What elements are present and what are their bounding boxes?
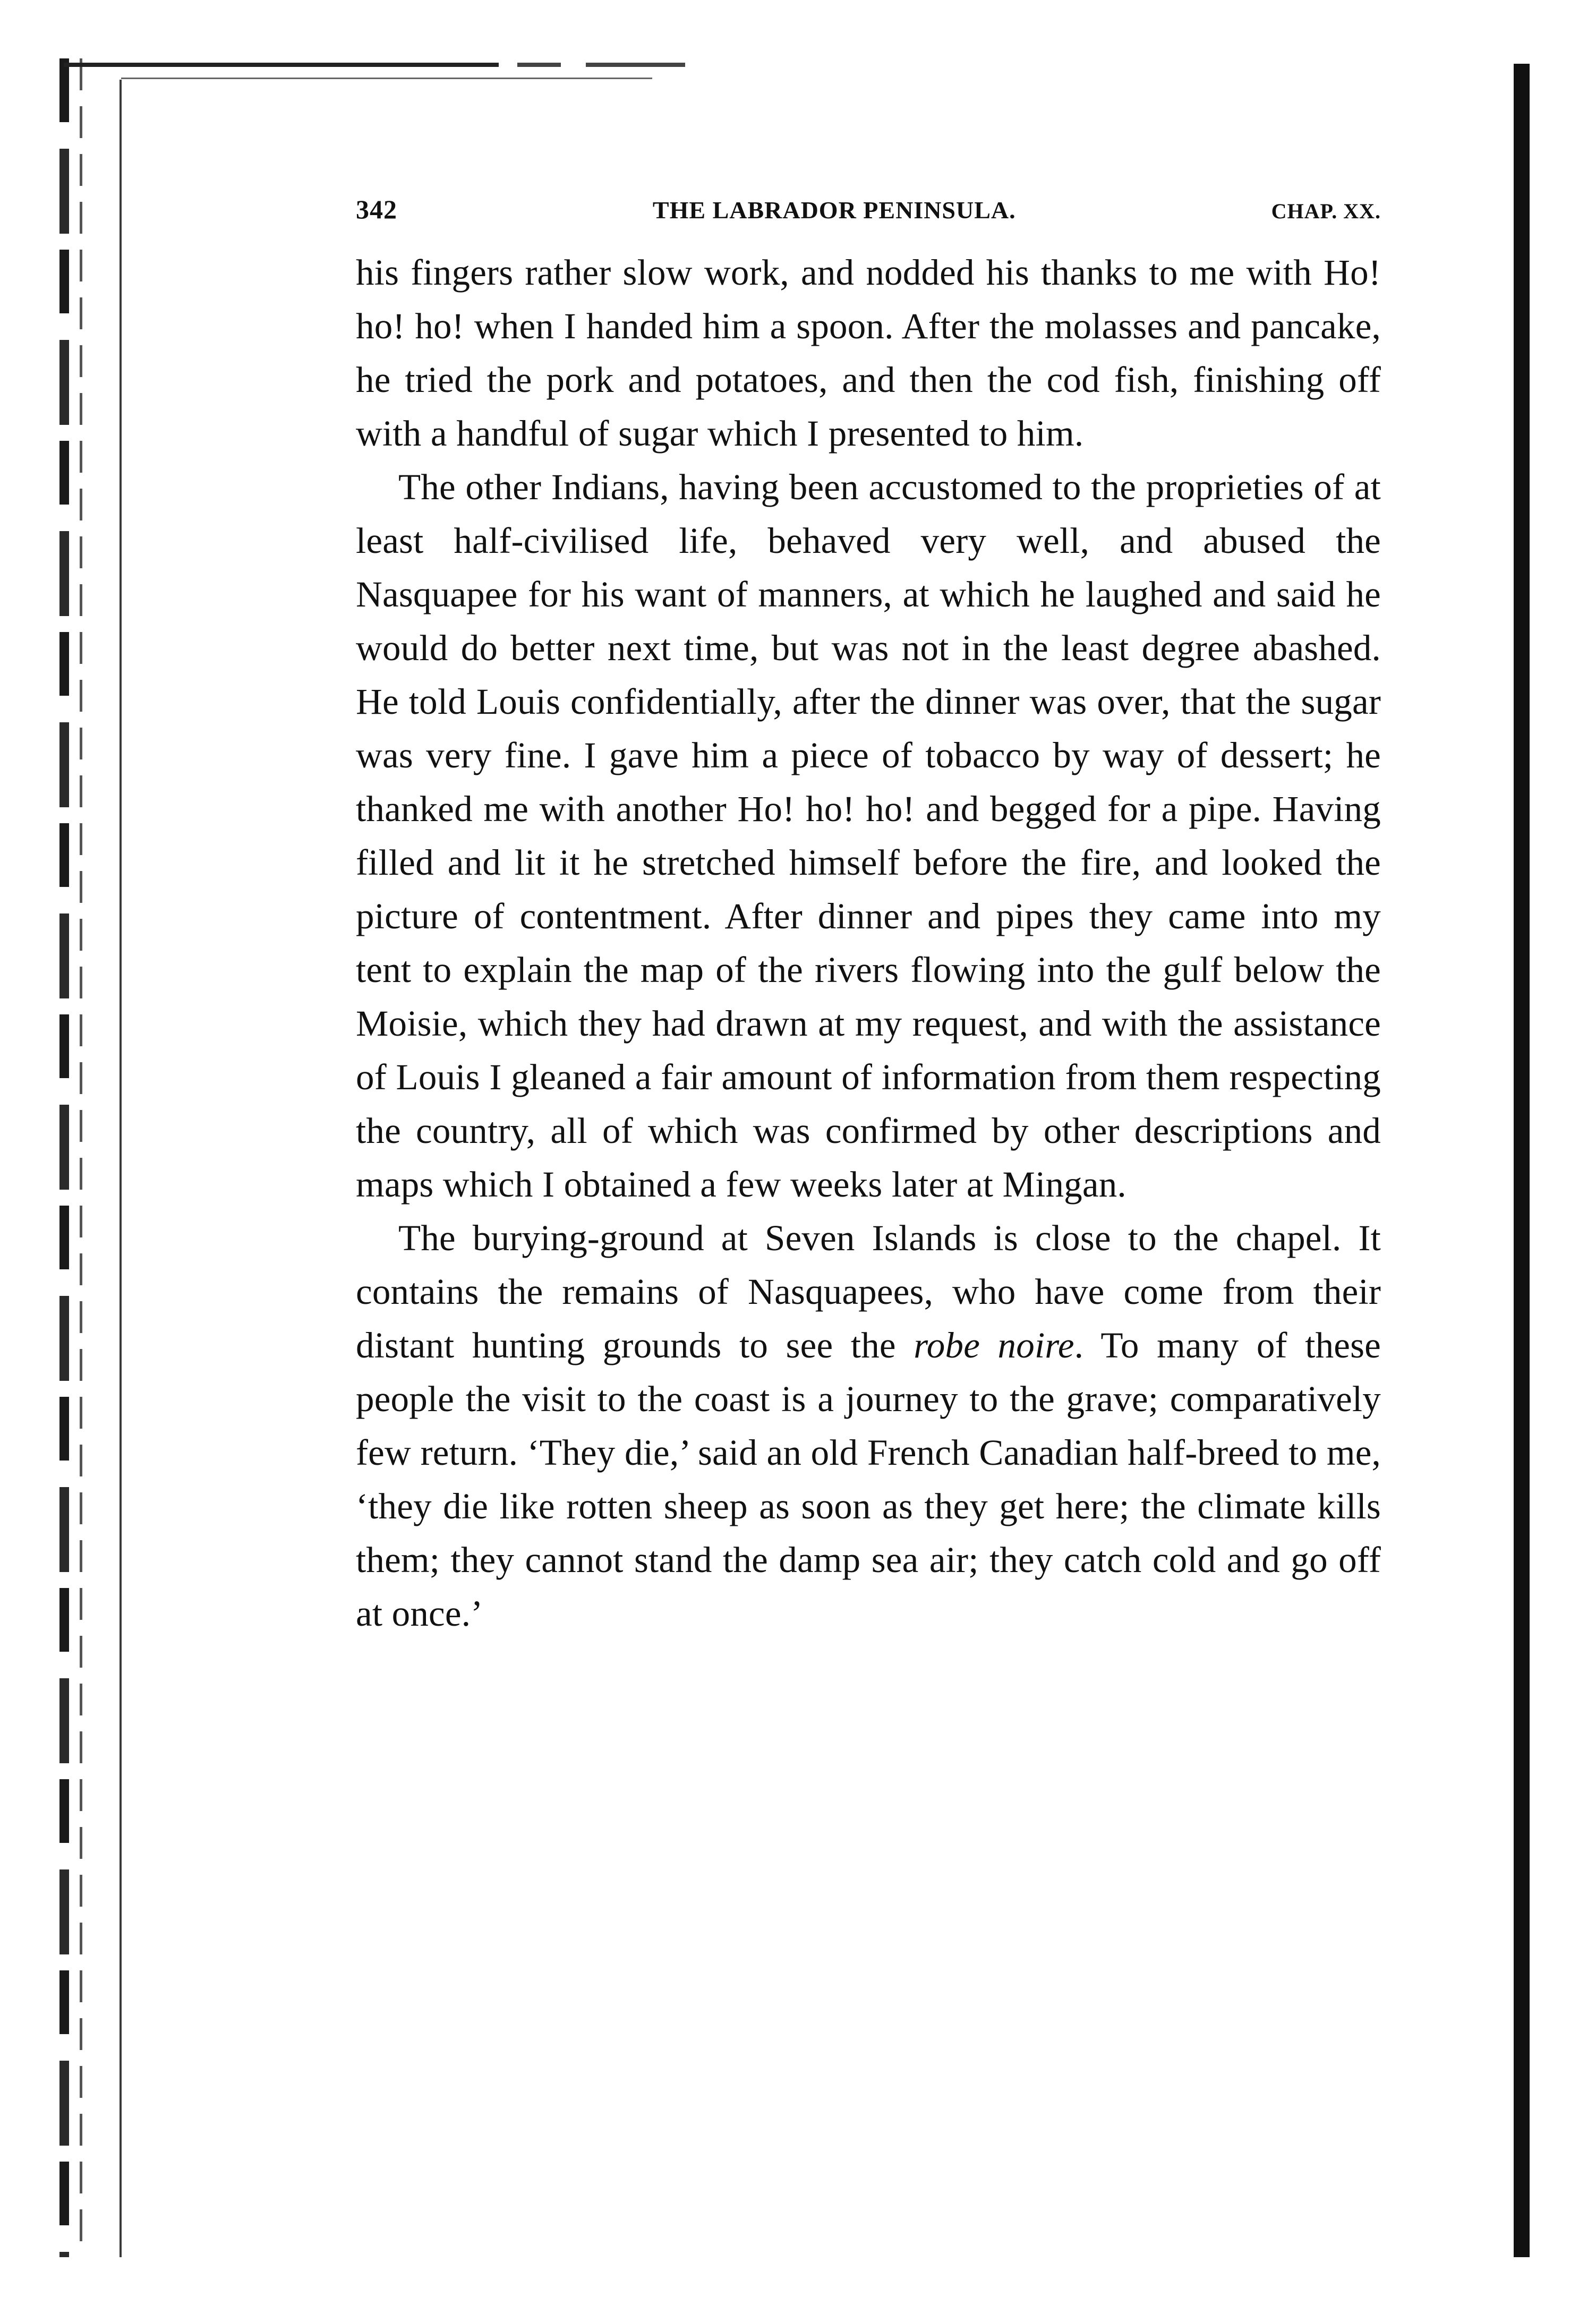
scan-binding-edge — [59, 58, 69, 2257]
paragraph — [356, 1211, 1381, 1641]
paragraph-text: his fingers rather slow work, and nodded his thanks to me with Ho! ho! ho! when I handed him a spoon. After the molasses and pancake, he tried the pork and potatoes, and then the cod fish, finishing off with a handful of sugar which I presented to him. — [356, 252, 1381, 454]
page-number: 342 — [356, 194, 397, 224]
paragraph — [356, 246, 1381, 460]
book-page — [356, 194, 1381, 1641]
running-head — [356, 194, 1381, 231]
scan-top-rule — [64, 63, 685, 67]
paragraph-text: . To many of these people the visit to the coast is a journey to the grave; comparatively few return. ‘They die,’ said an old French Canadian half-breed to me, ‘they die like rotten sheep as soon as they get here; the climate kills them; they cannot stand the damp sea air; they catch cold and go off at once.’ — [356, 1325, 1381, 1634]
italic-phrase: robe noire — [914, 1325, 1074, 1365]
running-title: THE LABRADOR PENINSULA. — [652, 197, 1016, 224]
paragraph — [356, 460, 1381, 1211]
paragraph-text: The other Indians, having been accustomed to the proprieties of at least half-civilised life, behaved very well, and abused the Nasquapee for his want of manners, at which he laughed and said he would do better next time, but was not in the least degree abashed. He told Louis confidentially, after the dinner was over, that the sugar was very fine. I gave him a piece of tobacco by way of dessert; he thanked me with another Ho! ho! ho! and begged for a pipe. Having filled and lit it he stretched himself before the fire, and looked the picture of contentment. After dinner and pipes they came into my tent to explain the map of the rivers flowing into the gulf below the Moisie, which they had drawn at my request, and with the assistance of Louis I gleaned a fair amount of information from them respecting the country, all of which was confirmed by other descriptions and maps which I obtained a few weeks later at Mingan. — [356, 467, 1381, 1205]
body-text — [356, 246, 1381, 1641]
scan-top-rule-thin — [121, 78, 652, 79]
scan-binding-edge-thin — [80, 58, 82, 2257]
scan-right-edge — [1514, 64, 1530, 2257]
paragraph-text: The burying-ground at Seven Islands is close to the chapel. It contains the remains of Nasquapees, who have come from their distant hunting grounds to see the — [356, 1218, 1381, 1365]
chapter-label: CHAP. XX. — [1271, 199, 1381, 223]
page-fold-line — [120, 80, 122, 2257]
